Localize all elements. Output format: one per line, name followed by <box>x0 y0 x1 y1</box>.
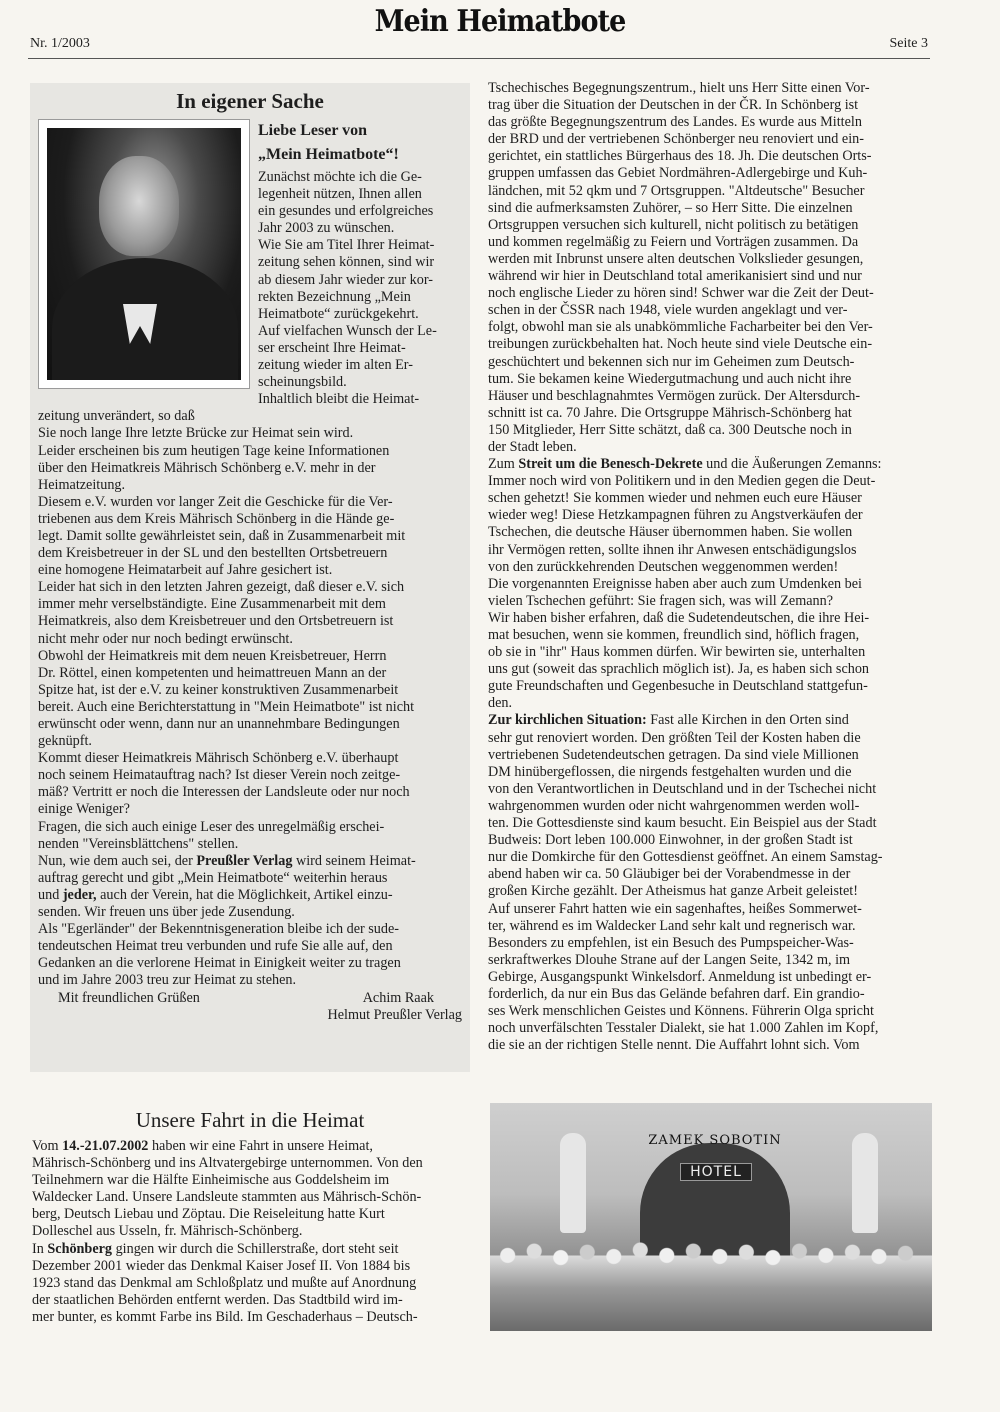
col2-line: sind die aufmerksamsten Zuhörer, – so Herr Sitte. Die einzelnen <box>488 199 853 216</box>
editorial-line: Gedanken an die verlorene Heimat in Einigkeit weiter zu tragen <box>38 955 401 972</box>
editorial-line: Dr. Röttel, einen kompetenten und heimattreuen Mann an der <box>38 664 387 681</box>
col2-line: schnitt ist ca. 70 Jahre. Die Ortsgruppe Mährisch-Schönberg hat <box>488 404 852 421</box>
editorial-line: über den Heimatkreis Mährisch Schönberg e.V. mehr in der <box>38 459 376 476</box>
editorial-line: auftrag gerecht und gibt „Mein Heimatbote“ weiterhin heraus <box>38 869 388 886</box>
editorial-line: und jeder, auch der Verein, hat die Möglichkeit, Artikel einzu- <box>38 886 393 903</box>
col2-line: schen gehetzt! Sie kommen wieder und nehmen euch eure Häuser <box>488 490 862 507</box>
col2-line: Die vorgenannten Ereignisse haben aber auch zum Umdenken bei <box>488 575 862 592</box>
closing-row <box>38 990 462 1007</box>
col2-line: der Stadt leben. <box>488 438 577 455</box>
editorial-line: erwünscht oder wenn, dann nur an unannehmbare Bedingungen <box>38 716 400 732</box>
col2-line: treibungen zurückbehalten hat. Noch heute sind viele Deutsche ein- <box>488 336 873 353</box>
trip-line: Mährisch-Schönberg und ins Altvatergebirge unternommen. Von den <box>32 1155 423 1172</box>
col2-line: Immer noch wird von Politikern und in den Medien gegen die Deut- <box>488 473 876 490</box>
editorial-line: und im Jahre 2003 treu zur Heimat zu stehen. <box>38 972 297 989</box>
col2-line: noch englische Lieder zu hören sind! Schwer war die Zeit der Deut- <box>488 285 874 302</box>
col2-line: der BRD und der vertriebenen Schönberger neu renoviert und ein- <box>488 131 864 148</box>
col2-line: gute Freundschaften und Gegenbesuche in Deutschland stattgefun- <box>488 678 868 695</box>
col2-line: Zur kirchlichen Situation: Fast alle Kirchen in den Orten sind <box>488 712 849 729</box>
col2-line: ter, während es im Waldecker Land sehr kalt und regnerisch war. <box>488 917 856 934</box>
editorial-line: ser erscheint Ihre Heimat- <box>258 339 406 356</box>
editorial-line: Jahr 2003 zu wünschen. <box>258 220 395 237</box>
editorial-line: Spitze hat, ist der e.V. zu keiner konstruktiven Zusammenarbeit <box>38 681 399 698</box>
benesch-heading: Streit um die Benesch-Dekrete <box>518 456 703 473</box>
col2-line: das größte Begegnungszentrum des Landes. Es wurde aus Mitteln <box>488 114 862 131</box>
editorial-line: Leider hat sich in den letzten Jahren gezeigt, daß dieser e.V. sich <box>38 579 405 596</box>
col2-line: schen in der ČSSR nach 1948, viele wurden angeklagt und ver- <box>488 302 848 319</box>
benesch-section <box>488 473 928 712</box>
editorial-line: geknüpft. <box>38 733 92 750</box>
col2-line: großen Kirche gezählt. Der Atheismus hat ganze Arbeit geleistet! <box>488 883 858 900</box>
col2-line: serkraftwerkes Dlouhe Strane auf der Langen Seite, 1342 m, im <box>488 951 851 968</box>
editorial-line: Leider erscheinen bis zum heutigen Tage keine Informationen <box>38 442 390 459</box>
signer-name: Achim Raak <box>362 989 434 1006</box>
editorial-line: Diesem e.V. wurden vor langer Zeit die Geschicke für die Ver- <box>38 493 393 510</box>
editorial-body-end <box>38 904 462 989</box>
editorial-line: Nun, wie dem auch sei, der Preußler Verlag wird seinem Heimat- <box>38 852 416 869</box>
editorial-line: legt. Damit sollte gewährleistet sein, daß in Zusammenarbeit mit <box>38 527 406 544</box>
trip-line: In Schönberg gingen wir durch die Schillerstraße, dort steht seit <box>32 1240 399 1257</box>
signer-org: Helmut Preußler Verlag <box>327 1006 462 1023</box>
editorial-line: ab diesem Jahr wieder zur kor- <box>258 271 434 288</box>
jeder-emphasis: jeder, <box>62 886 97 903</box>
col2-line: gruppen umfassen das Gebiet Nordmähren-Adlergebirge und Kuh- <box>488 165 868 182</box>
col2-line: Zum Streit um die Benesch-Dekrete und die Äußerungen Zemanns: <box>488 456 882 473</box>
col2-line: ihr Vermögen retten, sollte ihnen ihr Anwesen entschädigungslos <box>488 541 857 558</box>
col2-line: geschüchtert und bekennen sich nur im Geheimen zum Deutsch- <box>488 353 855 370</box>
col2-line: vertriebenen Sudetendeutschen getragen. Da sind viele Millionen <box>488 746 859 763</box>
col2-line: Budweis: Dort leben 100.000 Einwohner, in der großen Stadt ist <box>488 832 853 849</box>
trip-line: der staatlichen Behörden entfernt werden. Das Stadtbild wird im- <box>32 1291 403 1308</box>
col2-line: Tschechen, die deutsche Häuser übernommen haben. Sie wollen <box>488 524 853 541</box>
castle-sign: ZAMEK SOBOTIN <box>648 1133 782 1148</box>
greeting-line-2: „Mein Heimatbote“! <box>258 146 399 163</box>
editorial-line: bereit. Auch eine Berichterstattung in "Mein Heimatbote" ist nicht <box>38 698 415 715</box>
editorial-title: In eigener Sache <box>176 89 324 113</box>
trip-line: mer bunter, es kommt Farbe ins Bild. Im Geschaderhaus – Deutsch- <box>32 1308 418 1325</box>
col2-line: Auf unserer Fahrt hatten wie ein sagenhaftes, heißes Sommerwet- <box>488 900 862 917</box>
col2-line: gerichtet, ein stattliches Bürgerhaus des 18. Jh. Die deutschen Orts- <box>488 148 872 165</box>
col2-line: ten. Die Gottesdienste sind kaum besucht. Ein Beispiel aus der Stadt <box>488 815 877 832</box>
trip-line: Dolleschel aus Usseln, fr. Mährisch-Schönberg. <box>32 1223 303 1240</box>
church-heading: Zur kirchlichen Situation: <box>488 712 647 729</box>
schoenberg-emphasis: Schönberg <box>47 1240 113 1257</box>
col2-line: nur die Domkirche für den Gottesdienst geöffnet. An einem Samstag- <box>488 849 883 866</box>
col2-line: Tschechisches Begegnungszentrum., hielt uns Herr Sitte einen Vor- <box>488 80 870 96</box>
editorial-line: nicht mehr oder nur noch bedingt erwünscht. <box>38 630 293 647</box>
trip-line: Dezember 2001 wieder das Denkmal Kaiser Josef II. Von 1884 bis <box>32 1257 411 1274</box>
greeting-line-1: Liebe Leser von <box>258 122 368 139</box>
portrait-image <box>47 128 241 380</box>
col2-line: ländchen, mit 52 qkm und 7 Ortsgruppen. "Altdeutsche" Besucher <box>488 182 865 199</box>
editorial-line: Heimatkreis, also dem Kreisbetreuer und den Ortsbetreuern ist <box>38 613 394 630</box>
issue-number: Nr. 1/2003 <box>30 36 90 51</box>
editorial-line: mäß? Vertritt er noch die Interessen der Landsleute oder nur noch <box>38 784 410 801</box>
editorial-line: Wie Sie am Titel Ihrer Heimat- <box>258 237 435 254</box>
trip-article <box>32 1138 470 1326</box>
col2-line: uns gut (soweit das sprachlich möglich ist). Ja, es haben sich schon <box>488 661 870 678</box>
editorial-line: triebenen aus dem Kreis Mährisch Schönberg in die Hände ge- <box>38 510 395 527</box>
col2-line: Besonders zu empfehlen, ist ein Besuch des Pumpspeicher-Was- <box>488 934 854 951</box>
church-section <box>488 730 928 1055</box>
col2-line: mat besuchen, wenn sie kommen, freundlich sind, höflich fragen, <box>488 627 860 643</box>
hotel-sign: HOTEL <box>680 1163 752 1181</box>
portrait-face <box>99 156 179 256</box>
col2-line: folgt, obwohl man sie als unabkömmliche Facharbeiter bei den Ver- <box>488 319 873 336</box>
editorial-line: nenden "Vereinsblättchens" stellen. <box>38 835 239 852</box>
masthead-logo: Mein Heimatbote <box>374 4 626 39</box>
editorial-line: legenheit nützen, Ihnen allen <box>258 186 422 203</box>
closing-text: Mit freundlichen Grüßen <box>58 989 200 1006</box>
col2-line: 150 Mitglieder, Herr Sitte schätzt, daß ca. 300 Deutsche noch in <box>488 421 852 438</box>
col2-line: tum. Sie bekamen keine Wiedergutmachung und auch nicht ihre <box>488 370 852 387</box>
editorial-line: tendeutschen Heimat treu verbunden und rufe Sie alle auf, den <box>38 938 393 955</box>
trip-line: Waldecker Land. Unsere Landsleute stammten aus Mährisch-Schön- <box>32 1189 422 1206</box>
editorial-line: zeitung wieder im alten Er- <box>258 357 413 374</box>
col2-line: werden mit Inbrunst unsere alten deutschen Volkslieder gesungen, <box>488 250 864 267</box>
editorial-line: immer mehr verselbständigte. Eine Zusammenarbeit mit dem <box>38 596 386 613</box>
trip-line: berg, Deutsch Liebau und Zöptau. Die Reiseleitung hatte Kurt <box>32 1206 385 1223</box>
editorial-line: ein gesundes und erfolgreiches <box>258 203 434 220</box>
col2-line: sehr gut renoviert worden. Den größten Teil der Kosten haben die <box>488 729 861 746</box>
trip-line: Vom 14.-21.07.2002 haben wir eine Fahrt in unsere Heimat, <box>32 1138 373 1154</box>
editorial-line: Obwohl der Heimatkreis mit dem neuen Kreisbetreuer, Herrn <box>38 647 387 664</box>
editorial-line: zeitung unverändert, so daß <box>38 408 195 425</box>
col2-line: Häuser und beschlagnahmtes Vermögen zurück. Der Altersdurch- <box>488 387 861 404</box>
col2-line: den. <box>488 695 513 712</box>
col2-line: wieder weg! Diese Hetzkampagnen führen zu Angstverkäufen der <box>488 507 863 524</box>
travel-group <box>490 1223 932 1331</box>
col2-line: vielen Tschechen geführt: Sie fragen sich, was will Zemann? <box>488 592 834 609</box>
publisher-name: Preußler Verlag <box>196 852 293 869</box>
group-photo <box>490 1103 932 1331</box>
editorial-line: zeitung sehen können, sind wir <box>258 254 435 271</box>
col2-line: Wir haben bisher erfahren, daß die Sudetendeutschen, die ihre Hei- <box>488 609 870 626</box>
editorial-line: senden. Wir freuen uns über jede Zusendung. <box>38 904 295 921</box>
editorial-line: Heimatzeitung. <box>38 476 126 493</box>
author-portrait <box>38 119 250 389</box>
col2-line: wahrgenommen wurden oder nicht wahrgenommen werden woll- <box>488 797 860 814</box>
trip-title: Unsere Fahrt in die Heimat <box>135 1108 365 1132</box>
statue-right <box>852 1133 878 1233</box>
editorial-line: dem Kreisbetreuer in der SL und den bestellten Ortsbetreuern <box>38 545 388 562</box>
col2-line: DM hinübergeflossen, die nirgends festgehalten wurden und die <box>488 763 852 780</box>
trip-line: 1923 stand das Denkmal am Schloßplatz und mußte auf Anordnung <box>32 1274 417 1291</box>
statue-left <box>560 1133 586 1233</box>
col2-line: noch unverfälschten Tesstaler Dialekt, sie hat 1.000 Zahlen im Kopf, <box>488 1020 879 1037</box>
col2-line: Ortsgruppen versuchen sich kulturell, nicht politisch zu betätigen <box>488 216 859 233</box>
editorial-line: eine homogene Heimatarbeit auf Jahre gesichert ist. <box>38 562 333 579</box>
col2-line: ses Werk menschlichen Geistes und Könnens. Führerin Olga spricht <box>488 1003 874 1020</box>
col2-line: ob sie in "ihr" Haus kommen dürfen. Wir bewirten sie, unterhalten <box>488 644 866 661</box>
sitte-report <box>488 80 928 456</box>
col2-line: Gebirge, Ausgangspunkt Winkelsdorf. Anmeldung ist unbedingt er- <box>488 968 872 985</box>
col2-line: und kommen regelmäßig zu Feiern und Vorträgen zusammen. Da <box>488 233 859 250</box>
header-rule <box>28 58 930 59</box>
col2-line: die sie an der richtigen Stelle nennt. Die Auffahrt lohnt sich. Vom <box>488 1037 860 1054</box>
col2-line: trag über die Situation der Deutschen in der ČR. In Schönberg ist <box>488 97 859 114</box>
editorial-line: Inhaltlich bleibt die Heimat- <box>258 391 420 408</box>
page-number: Seite 3 <box>889 36 928 51</box>
editorial-line: Zunächst möchte ich die Ge- <box>258 169 422 185</box>
col2-line: abend haben wir ca. 50 Gläubiger bei der Vorabendmesse in der <box>488 866 851 883</box>
editorial-line: Als "Egerländer" der Bekenntnisgeneration bleibe ich der sude- <box>38 921 400 938</box>
trip-body-end <box>32 1258 470 1326</box>
editorial-line: Fragen, die sich auch einige Leser des unregelmäßig erschei- <box>38 818 385 835</box>
editorial-line: Sie noch lange Ihre letzte Brücke zur Heimat sein wird. <box>38 425 354 442</box>
right-column-article <box>488 80 928 1054</box>
editorial-line: rekten Bezeichnung „Mein <box>258 288 411 305</box>
editorial-line: scheinungsbild. <box>258 374 347 391</box>
trip-body <box>32 1155 470 1240</box>
col2-line: forderlich, da nur ein Bus das Gelände befahren darf. Ein grandio- <box>488 985 865 1002</box>
editorial-line: Auf vielfachen Wunsch der Le- <box>258 322 437 339</box>
trip-line: Teilnehmern war die Hälfte Einheimische aus Goddelsheim im <box>32 1172 390 1189</box>
editorial-line: Heimatbote“ zurückgekehrt. <box>258 305 419 322</box>
editorial-line: einige Weniger? <box>38 801 130 818</box>
editorial-line: noch seinem Heimatauftrag nach? Ist dieser Verein noch zeitge- <box>38 767 401 784</box>
editorial-line: Kommt dieser Heimatkreis Mährisch Schönberg e.V. überhaupt <box>38 750 399 767</box>
trip-dates: 14.-21.07.2002 <box>62 1138 149 1154</box>
col2-line: von den Verantwortlichen in Deutschland und in der Tschechei nicht <box>488 780 877 797</box>
editorial-box <box>30 83 470 1072</box>
col2-line: während wir hier in Deutschland total amerikanisiert sind und nur <box>488 268 862 285</box>
col2-line: von den zurückkehrenden Deutschen weggenommen werden! <box>488 558 839 575</box>
